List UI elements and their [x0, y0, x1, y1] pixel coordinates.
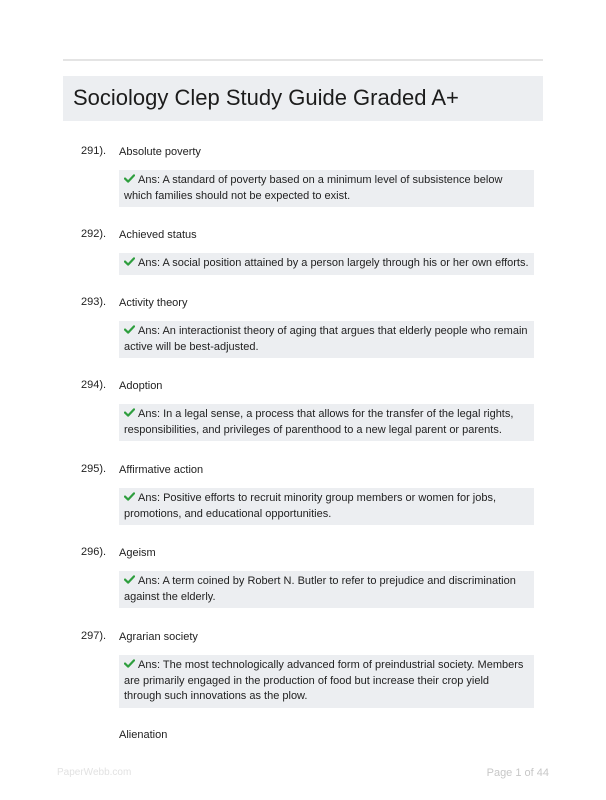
answer-box — [119, 253, 534, 275]
answer-text: Ans: A social position attained by a person largely through his or her own efforts. — [138, 257, 529, 269]
answer-text: Ans: In a legal sense, a process that allows for the transfer of the legal rights, responsibilities, and privileges of parenthood to a new legal parent or parents. — [124, 408, 514, 436]
answer-box — [119, 321, 534, 358]
term-label: Achieved status — [119, 229, 197, 241]
answer-text: Ans: A term coined by Robert N. Butler to refer to prejudice and discrimination against the elderly. — [124, 575, 516, 603]
checkmark-icon — [124, 408, 135, 417]
answer-text: Ans: An interactionist theory of aging that argues that elderly people who remain active will be best-adjusted. — [124, 325, 528, 353]
answer-box — [119, 404, 534, 441]
item-number: 294). — [81, 379, 107, 391]
term-label: Absolute poverty — [119, 146, 201, 158]
item-number: 291). — [81, 145, 107, 157]
page-title: Sociology Clep Study Guide Graded A+ — [73, 85, 459, 110]
answer-text: Ans: Positive efforts to recruit minority group members or women for jobs, promotions, and educational opportunities. — [124, 492, 497, 520]
term-label: Affirmative action — [119, 464, 204, 476]
title-banner — [63, 76, 543, 121]
item-number: 293). — [81, 296, 107, 308]
item-number: 296). — [81, 546, 107, 558]
page-indicator: Page 1 of 44 — [486, 767, 549, 779]
item-number: 292). — [81, 228, 107, 240]
top-divider — [63, 59, 543, 61]
term-label: Ageism — [119, 547, 156, 559]
term-label: Agrarian society — [119, 631, 198, 643]
answer-box — [119, 571, 534, 608]
answer-box — [119, 170, 534, 207]
footer-watermark: PaperWebb.com — [57, 767, 132, 778]
checkmark-icon — [124, 174, 135, 183]
checkmark-icon — [124, 659, 135, 668]
checkmark-icon — [124, 325, 135, 334]
answer-text: Ans: The most technologically advanced form of preindustrial society. Members are primarily engaged in the production of food but increase their crop yield through such innovations as the plow. — [124, 659, 524, 702]
checkmark-icon — [124, 257, 135, 266]
item-number: 297). — [81, 630, 107, 642]
answer-box — [119, 655, 534, 708]
answer-box — [119, 488, 534, 525]
checkmark-icon — [124, 492, 135, 501]
answer-text: Ans: A standard of poverty based on a minimum level of subsistence below which families should not be expected to exist. — [124, 174, 503, 202]
checkmark-icon — [124, 575, 135, 584]
item-number: 295). — [81, 463, 107, 475]
term-label: Adoption — [119, 380, 163, 392]
term-label: Activity theory — [119, 297, 188, 309]
term-label: Alienation — [119, 729, 168, 741]
